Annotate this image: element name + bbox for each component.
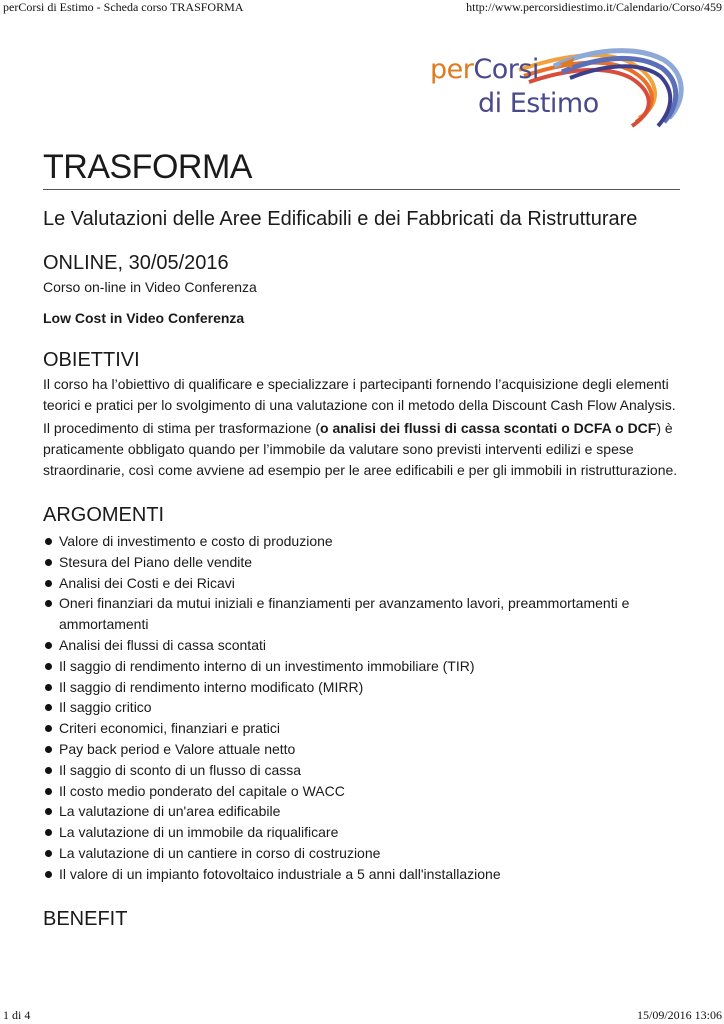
obiettivi-paragraph-1: Il corso ha l’obiettivo di qualificare e specializzare i partecipanti fornendo l’acquisizione degli elementi teorici e pratici per lo svolgimento di una valutazione con il metodo della Discount Cash Flow Analysis. (43, 376, 676, 413)
list-item: Il valore di un impianto fotovoltaico industriale a 5 anni dall'installazione (43, 864, 683, 885)
list-item: Il costo medio ponderato del capitale o WACC (43, 781, 683, 802)
list-item: Analisi dei flussi di cassa scontati (43, 635, 683, 656)
page-number: 1 di 4 (3, 1008, 31, 1022)
list-item: La valutazione di un cantiere in corso di costruzione (43, 843, 683, 864)
list-item: Il saggio di rendimento interno modificato (MIRR) (43, 677, 683, 698)
list-item: Il saggio critico (43, 697, 683, 718)
print-footer (0, 1006, 724, 1024)
argomenti-heading: ARGOMENTI (43, 504, 165, 526)
course-pricing: Low Cost in Video Conferenza (43, 310, 245, 326)
obiettivi-paragraph-2: Il procedimento di stima per trasformazione (o analisi dei flussi di cassa scontati o DCFA o DCF) è praticamente obbligato quando per l’immobile da valutare sono previsti interventi edilizi e spese straordinarie, così come avviene ad esempio per le aree edificabili e per gli immobili in ristrutturazione. (43, 420, 678, 478)
logo-text-line2: di Estimo (478, 88, 599, 119)
list-item: Oneri finanziari da mutui iniziali e finanziamenti per avanzamento lavori, preammortamenti e ammortamenti (43, 593, 683, 635)
print-timestamp: 15/09/2016 13:06 (636, 1008, 722, 1022)
print-header-url: http://www.percorsidiestimo.it/Calendario/Corso/459 (466, 0, 722, 14)
list-item: Valore di investimento e costo di produzione (43, 531, 683, 552)
list-item: Stesura del Piano delle vendite (43, 552, 683, 573)
logo-text-line1: perCorsi (430, 54, 539, 85)
course-date: ONLINE, 30/05/2016 (43, 252, 229, 274)
list-item: Criteri economici, finanziari e pratici (43, 718, 683, 739)
course-content (43, 148, 683, 931)
course-subtitle: Le Valutazioni delle Aree Edificabili e dei Fabbricati da Ristrutturare (43, 208, 638, 230)
benefit-heading: BENEFIT (43, 907, 128, 930)
list-item: La valutazione di un immobile da riqualificare (43, 822, 683, 843)
list-item: Il saggio di rendimento interno di un investimento immobiliare (TIR) (43, 656, 683, 677)
course-mode: Corso on-line in Video Conferenza (43, 279, 257, 295)
list-item: Analisi dei Costi e dei Ricavi (43, 573, 683, 594)
list-item: La valutazione di un'area edificabile (43, 801, 683, 822)
list-item: Il saggio di sconto di un flusso di cassa (43, 760, 683, 781)
print-header (0, 0, 724, 16)
argomenti-list (43, 531, 683, 885)
list-item: Pay back period e Valore attuale netto (43, 739, 683, 760)
print-header-title: perCorsi di Estimo - Scheda corso TRASFORMA (3, 0, 244, 14)
page-title: TRASFORMA (43, 148, 680, 190)
percorsi-logo[interactable] (424, 38, 684, 138)
obiettivi-heading: OBIETTIVI (43, 349, 140, 371)
